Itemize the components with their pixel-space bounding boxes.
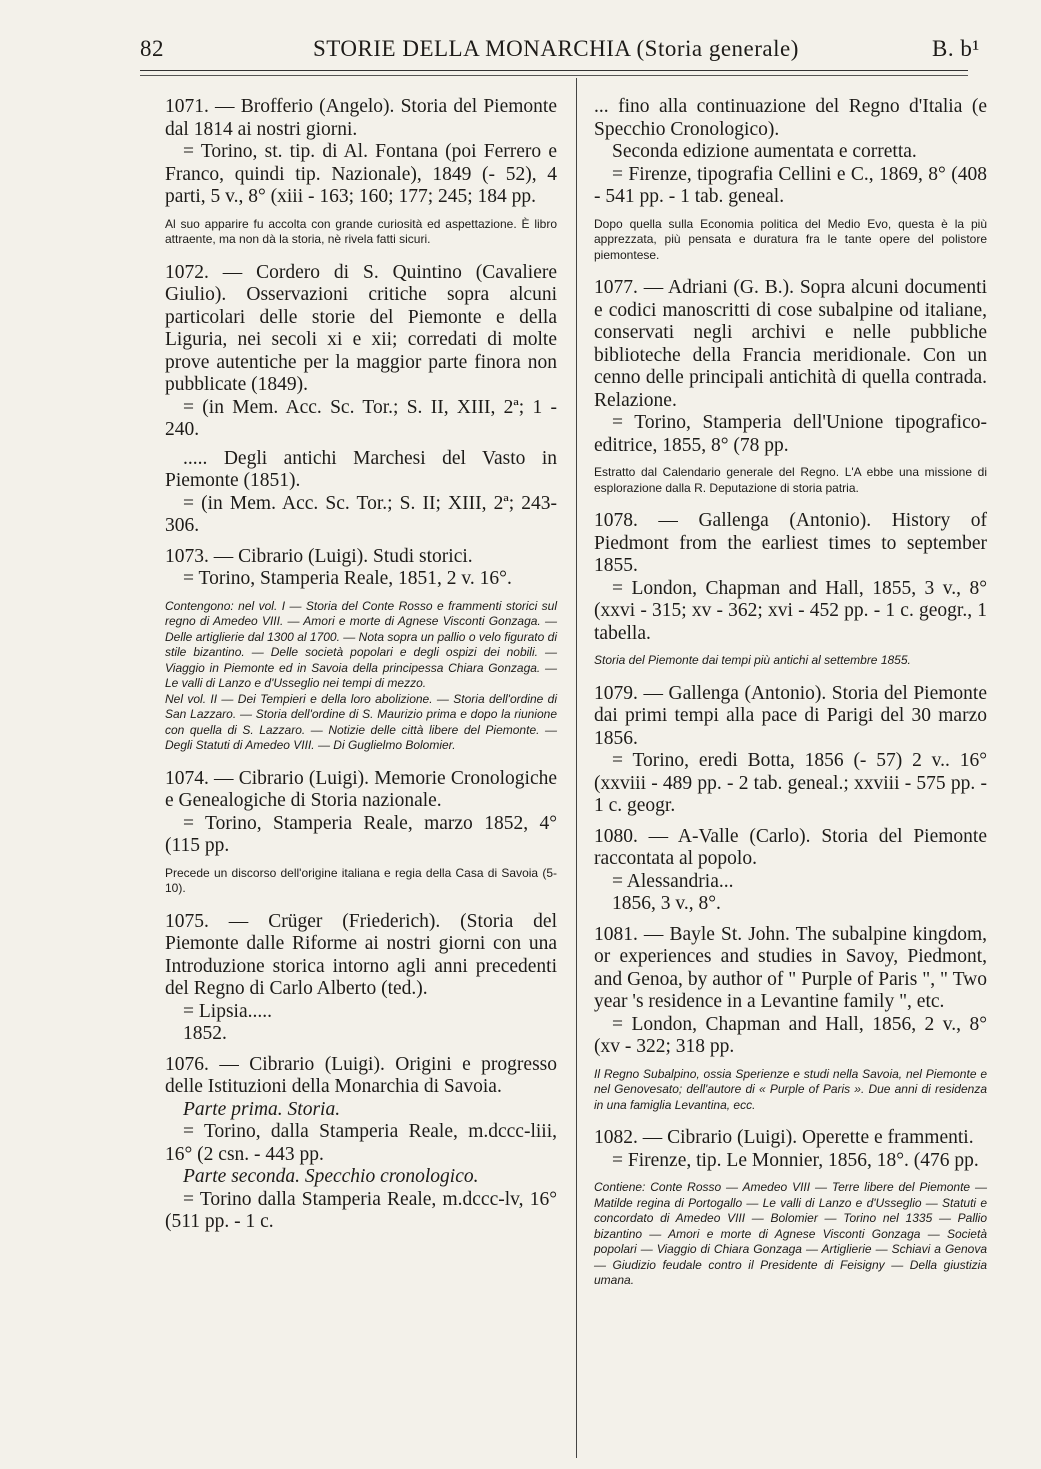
- entry-note: Il Regno Subalpino, ossia Sperienze e studi nella Savoia, nel Piemonte e nel Genovesato; dell'autore di « Purple of Paris ». Due anni di residenza in una famiglia Levantina, ecc.: [594, 1066, 987, 1112]
- entry-1076-continued: [594, 96, 987, 209]
- entry-publication: = London, Chapman and Hall, 1855, 3 v., 8° (xxvi - 315; xv - 362; xvi - 452 pp. - 1 c. geogr., 1 tabella.: [594, 577, 987, 644]
- note-paragraph: Nel vol. II — Dei Tempieri e della loro abolizione. — Storia dell'ordine di San Lazzaro. — Storia dell'ordine di S. Maurizio prima e dopo la riunione con quella di S. Lazzaro. — Notizie delle città libere del Piemonte. — Degli Statuti di Amedeo VIII. — Di Guglielmo Bolomier.: [165, 691, 557, 752]
- entry-publication: = Lipsia.....: [183, 1000, 272, 1022]
- entry-part: Parte seconda. Specchio cronologico.: [183, 1166, 479, 1187]
- entry-publication: = (in Mem. Acc. Sc. Tor.; S. II, XIII, 2ª; 1 - 240.: [165, 396, 557, 440]
- right-column: [594, 96, 987, 1303]
- section-label: B. b¹: [932, 36, 980, 61]
- entry-publication: = Firenze, tipografia Cellini e C., 1869, 8° (408 - 541 pp. - 1 tab. geneal.: [594, 163, 987, 207]
- entry-note: Precede un discorso dell'origine italiana e regia della Casa di Savoia (5-10).: [165, 865, 557, 895]
- entry-year: 1856, 3 v., 8°.: [612, 893, 721, 914]
- entry-1078: [594, 510, 987, 645]
- entry-1071: [165, 96, 557, 209]
- header-rule-thin: [140, 75, 968, 76]
- running-title: STORIE DELLA MONARCHIA (Storia generale): [313, 36, 799, 61]
- entry-publication: = Torino, dalla Stamperia Reale, m.dccc-liii, 16° (2 csn. - 443 pp.: [165, 1121, 557, 1165]
- entry-1075: [165, 911, 557, 1046]
- column-divider: [576, 78, 577, 1458]
- entry-heading: 1082. — Cibrario (Luigi). Operette e frammenti.: [594, 1127, 974, 1148]
- entry-1074: [165, 768, 557, 858]
- entry-1081: [594, 924, 987, 1059]
- entry-edition: Seconda edizione aumentata e corretta.: [612, 141, 917, 162]
- entry-year: 1852.: [183, 1023, 227, 1044]
- entry-note: Estratto dal Calendario generale del Regno. L'A ebbe una missione di esplorazione dalla R. Deputazione di storia patria.: [594, 465, 987, 495]
- entry-1077: [594, 277, 987, 457]
- entry-heading: 1072. — Cordero di S. Quintino (Cavaliere Giulio). Osservazioni critiche sopra alcuni particolari delle storie del Piemonte e della Liguria, nei secoli xi e xii; corredati di molte prove autentiche per la maggior parte finora non pubblicate (1849).: [165, 261, 557, 395]
- entry-publication: = Torino, Stamperia dell'Unione tipografico-editrice, 1855, 8° (78 pp.: [594, 412, 987, 456]
- header-rule: [140, 70, 968, 71]
- entry-publication: = Firenze, tip. Le Monnier, 1856, 18°. (476 pp.: [612, 1149, 979, 1171]
- entry-1079: [594, 683, 987, 818]
- page-number: 82: [140, 36, 164, 61]
- entry-publication: = Torino, Stamperia Reale, 1851, 2 v. 16°.: [183, 568, 512, 589]
- entry-1076: [165, 1054, 557, 1234]
- entry-heading: 1076. — Cibrario (Luigi). Origini e progresso delle Istituzioni della Monarchia di Savoia.: [165, 1053, 557, 1097]
- page-header: [0, 36, 1041, 66]
- entry-subtitle: ..... Degli antichi Marchesi del Vasto in Piemonte (1851).: [165, 447, 557, 491]
- entry-1073: [165, 546, 557, 591]
- entry-note: [165, 599, 557, 754]
- entry-note: Al suo apparire fu accolta con grande curiosità ed aspettazione. È libro attraente, ma non dà la storia, nè rivela fatti sicuri.: [165, 216, 557, 246]
- entry-heading: 1075. — Crüger (Friederich). (Storia del Piemonte dalle Riforme ai nostri giorni con una Introduzione storica intorno agli anni precedenti del Regno di Carlo Alberto (ted.).: [165, 910, 557, 999]
- entry-1072: [165, 262, 557, 538]
- entry-publication: = Torino, Stamperia Reale, marzo 1852, 4° (115 pp.: [165, 812, 557, 856]
- entry-note: Dopo quella sulla Economia politica del Medio Evo, questa è la più apprezzata, più pensata e duratura fra le tante opere del polistore piemontese.: [594, 216, 987, 262]
- entry-publication: = Torino, eredi Botta, 1856 (- 57) 2 v.. 16° (xxviii - 489 pp. - 2 tab. geneal.; xxviii - 575 pp. - 1 c. geogr.: [594, 750, 987, 816]
- entry-1082: [594, 1127, 987, 1172]
- entry-publication: = Torino, st. tip. di Al. Fontana (poi Ferrero e Franco, quindi tip. Nazionale), 1849 (- 52), 4 parti, 5 v., 8° (xiii - 163; 160; 177; 245; 184 pp.: [165, 141, 557, 207]
- entry-publication: = (in Mem. Acc. Sc. Tor.; S. II; XIII, 2ª; 243-306.: [165, 492, 557, 536]
- entry-heading: 1079. — Gallenga (Antonio). Storia del Piemonte dai primi tempi alla pace di Parigi del 30 marzo 1856.: [594, 682, 987, 749]
- entry-heading: 1074. — Cibrario (Luigi). Memorie Cronologiche e Genealogiche di Storia nazionale.: [165, 767, 557, 811]
- entry-heading: 1077. — Adriani (G. B.). Sopra alcuni documenti e codici manoscritti di cose subalpine od italiane, conservati negli archivi e nelle pubbliche biblioteche della Francia meridionale. Con un cenno delle principali antichità di quella contrada. Relazione.: [594, 277, 987, 411]
- entry-heading: 1073. — Cibrario (Luigi). Studi storici.: [165, 545, 473, 567]
- entry-heading: ... fino alla continuazione del Regno d'Italia (e Specchio Cronologico).: [594, 96, 987, 140]
- entry-note: Contiene: Conte Rosso — Amedeo VIII — Terre libere del Piemonte — Matilde regina di Portogallo — Le valli di Lanzo e d'Usseglio — Statuti e concordato di Amedeo VIII — Bolomier — Torino nel 1335 — Pallio bizantino — Amori e morte di Agnese Visconti Gonzaga — Società popolari — Viaggio di Chiara Gonzaga — Artiglierie — Schiavi a Genova — Giudizio feudale contro il Presidente di Feisigny — Della giustizia umana.: [594, 1180, 987, 1287]
- entry-heading: 1071. — Brofferio (Angelo). Storia del Piemonte dal 1814 ai nostri giorni.: [165, 96, 557, 140]
- entry-heading: 1081. — Bayle St. John. The subalpine kingdom, or experiences and studies in Savoy, Piedmont, and Genoa, by author of " Purple of Paris ", " Two year 's residence in a Levantine family ", etc.: [594, 923, 987, 1012]
- note-paragraph: Contengono: nel vol. I — Storia del Conte Rosso e frammenti storici sul regno di Amedeo VIII. — Amori e morte di Agnese Visconti Gonzaga. — Delle artiglierie dal 1300 al 1700. — Nota sopra un pallio o velo figurato di stile bizantino. — Delle società popolari e degli ospizi dei nobili. — Viaggio in Piemonte ed in Savoia della principessa Chiara Gonzaga. — Le valli di Lanzo e d'Usseglio nei tempi di mezzo.: [165, 598, 557, 690]
- entry-publication: = London, Chapman and Hall, 1856, 2 v., 8° (xv - 322; 318 pp.: [594, 1013, 987, 1057]
- entry-note: Storia del Piemonte dai tempi più antichi al settembre 1855.: [594, 653, 911, 667]
- entry-heading: 1078. — Gallenga (Antonio). History of Piedmont from the earliest times to september 1855.: [594, 510, 987, 576]
- left-column: [165, 96, 557, 1242]
- entry-part: Parte prima. Storia.: [183, 1098, 341, 1120]
- entry-publication: = Torino dalla Stamperia Reale, m.dccc-lv, 16° (511 pp. - 1 c.: [165, 1188, 557, 1232]
- entry-1080: [594, 826, 987, 916]
- entry-heading: 1080. — A-Valle (Carlo). Storia del Piemonte raccontata al popolo.: [594, 825, 987, 869]
- entry-publication: = Alessandria...: [612, 870, 734, 892]
